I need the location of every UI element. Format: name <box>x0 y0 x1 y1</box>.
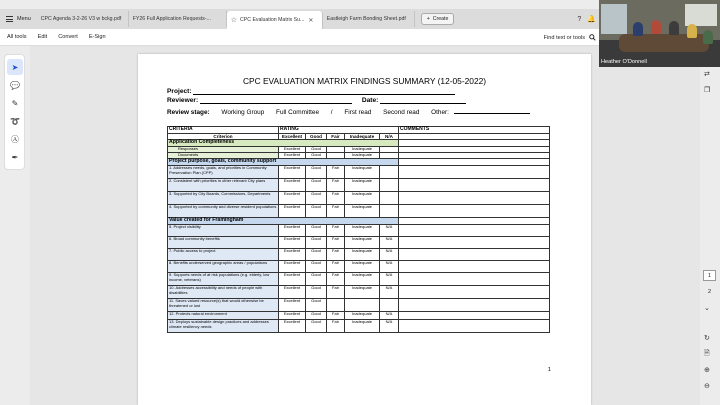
comments-cell <box>399 311 550 319</box>
criterion-row <box>168 165 550 178</box>
criterion-text: 11. Saves valued resource(s) that would otherwise be threatened or lost <box>168 298 279 311</box>
rating-option[interactable]: N/A <box>380 272 399 285</box>
rating-option[interactable]: Fair <box>327 248 345 260</box>
document-canvas <box>30 46 700 405</box>
rating-option[interactable]: Fair <box>327 165 345 178</box>
criterion-text: Documents <box>168 153 279 159</box>
rating-option[interactable]: Excellent <box>279 311 306 319</box>
date-line <box>380 97 466 104</box>
participant-figure <box>687 24 697 38</box>
criterion-text: 13. Deploys sustainable design practices and addresses climate resiliency needs <box>168 319 279 332</box>
rating-option[interactable]: Excellent <box>279 248 306 260</box>
edit-menu[interactable]: Edit <box>37 34 48 40</box>
rating-option[interactable]: N/A <box>380 260 399 272</box>
left-tool-rail <box>0 46 30 405</box>
all-tools-menu[interactable]: All tools <box>7 34 27 40</box>
rating-option[interactable]: Good <box>306 153 327 159</box>
pen-icon[interactable]: ✎ <box>11 98 19 108</box>
comments-cell <box>399 191 550 204</box>
criterion-text: 2. Consistent with priorities in other relevant City plans <box>168 178 279 191</box>
table-header-row <box>168 127 550 134</box>
reviewer-label: Reviewer: <box>167 97 199 104</box>
stage-other: Other: <box>431 109 449 116</box>
stage-full-committee: Full Committee <box>276 109 320 116</box>
rating-option[interactable]: N/A <box>380 236 399 248</box>
rating-option[interactable]: Good <box>306 248 327 260</box>
date-label: Date: <box>361 97 379 104</box>
page-thumb-current[interactable]: 1 <box>703 270 716 281</box>
review-stage-row <box>167 108 530 116</box>
rating-option[interactable]: Inadequate <box>345 153 380 159</box>
zoom-in-icon[interactable]: ⊕ <box>704 367 710 374</box>
criterion-text: 12. Protects natural environment <box>168 311 279 319</box>
rating-option[interactable]: Inadequate <box>345 224 380 236</box>
rating-option[interactable]: Inadequate <box>345 165 380 178</box>
criterion-row <box>168 224 550 236</box>
comments-header: COMMENTS <box>399 127 550 134</box>
section-title: Value created for Framingham <box>168 217 399 224</box>
stage-second-read: Second read <box>383 109 420 116</box>
comments-cell <box>399 159 550 166</box>
pages-panel-icon[interactable]: ❐ <box>704 87 711 94</box>
criterion-row <box>168 298 550 311</box>
evaluation-matrix-table <box>167 126 550 333</box>
stage-first-read: First read <box>344 109 372 116</box>
rating-option[interactable]: Good <box>306 298 327 311</box>
criterion-row <box>168 285 550 298</box>
project-line <box>193 88 455 95</box>
stage-separator: / <box>330 109 333 116</box>
criterion-row <box>168 204 550 217</box>
help-icon[interactable]: ? <box>577 15 582 23</box>
tab-label: FY26 Full Application Requests-... <box>132 16 211 22</box>
stage-working-group: Working Group <box>221 109 265 116</box>
rating-option[interactable]: Excellent <box>279 224 306 236</box>
criterion-text: 6. Broad community benefits <box>168 236 279 248</box>
create-label: Create <box>432 16 449 22</box>
comments-cell <box>399 248 550 260</box>
reviewer-field <box>167 97 466 104</box>
rating-option[interactable]: Inadequate <box>345 147 380 153</box>
rating-option[interactable] <box>380 298 399 311</box>
participant-figure <box>651 20 661 34</box>
menu-button[interactable] <box>0 9 37 29</box>
zoom-out-icon[interactable]: ⊖ <box>704 383 710 390</box>
rating-option[interactable]: Fair <box>327 178 345 191</box>
rating-option[interactable]: Fair <box>327 272 345 285</box>
rating-option[interactable]: Fair <box>327 260 345 272</box>
comments-cell <box>399 272 550 285</box>
rating-option[interactable]: Fair <box>327 204 345 217</box>
criterion-row <box>168 178 550 191</box>
tab-cpc-evaluation-matrix[interactable] <box>227 11 323 29</box>
rating-option[interactable]: Good <box>306 147 327 153</box>
rating-option[interactable]: Fair <box>327 191 345 204</box>
criterion-text: 1. Addresses needs, goals, and priorities in Community Preservation Plan (CPP) <box>168 165 279 178</box>
star-icon[interactable]: ☆ <box>230 17 238 24</box>
rating-option[interactable]: Excellent <box>279 260 306 272</box>
rating-option[interactable]: Fair <box>327 319 345 332</box>
section-title: Application Completeness <box>168 140 399 147</box>
reviewer-line <box>200 97 352 104</box>
rating-option[interactable] <box>327 298 345 311</box>
rating-option[interactable] <box>345 298 380 311</box>
fair-subheader: Fair <box>327 133 345 139</box>
document-title <box>138 76 591 86</box>
tab-label: CPC Evaluation Matrix Su... <box>240 17 305 23</box>
chevron-down-icon[interactable]: ⌄ <box>704 305 710 312</box>
criterion-row <box>168 319 550 332</box>
rating-option[interactable]: Excellent <box>279 178 306 191</box>
rating-option[interactable]: Inadequate <box>345 285 380 298</box>
criterion-text: 5. Project visibility <box>168 224 279 236</box>
tab-label: Eastleigh Farm Bonding Sheet.pdf <box>326 16 406 22</box>
rating-option[interactable] <box>380 191 399 204</box>
na-subheader: N/A <box>380 133 399 139</box>
tabbar-actions <box>577 9 596 29</box>
rating-option[interactable]: Good <box>306 311 327 319</box>
rating-option[interactable]: Inadequate <box>345 319 380 332</box>
good-subheader: Good <box>306 133 327 139</box>
inadequate-subheader: Inadequate <box>345 133 380 139</box>
rating-option[interactable]: Good <box>306 191 327 204</box>
right-rail <box>700 46 720 405</box>
rating-option[interactable]: Inadequate <box>345 236 380 248</box>
rating-option[interactable]: Inadequate <box>345 260 380 272</box>
rating-option[interactable]: Inadequate <box>345 248 380 260</box>
search-icon <box>589 34 596 41</box>
rating-option[interactable]: Excellent <box>279 319 306 332</box>
comments-cell <box>399 217 550 224</box>
rating-option[interactable] <box>380 204 399 217</box>
rating-option[interactable]: N/A <box>380 319 399 332</box>
rating-option[interactable]: Excellent <box>279 191 306 204</box>
rating-option[interactable]: N/A <box>380 285 399 298</box>
rating-option[interactable]: N/A <box>380 248 399 260</box>
rating-option[interactable]: Excellent <box>279 204 306 217</box>
rating-option[interactable]: Good <box>306 236 327 248</box>
comments-cell <box>399 285 550 298</box>
project-field <box>167 88 455 95</box>
rating-option[interactable]: Excellent <box>279 147 306 153</box>
criterion-row <box>168 272 550 285</box>
rating-option[interactable]: Good <box>306 272 327 285</box>
rating-option[interactable]: Inadequate <box>345 311 380 319</box>
review-stage-label: Review stage: <box>167 109 210 116</box>
criterion-row <box>168 191 550 204</box>
create-button[interactable] <box>421 13 455 25</box>
section-title: Project purpose, goals, community support <box>168 159 399 166</box>
rating-option[interactable]: Excellent <box>279 285 306 298</box>
main-toolbar <box>0 29 600 46</box>
rating-option[interactable]: N/A <box>380 224 399 236</box>
rating-header: RATING <box>279 127 399 134</box>
rating-option[interactable]: Good <box>306 165 327 178</box>
rating-option[interactable]: Excellent <box>279 298 306 311</box>
comments-cell <box>399 224 550 236</box>
participant-figure <box>703 30 713 44</box>
rating-option[interactable]: Fair <box>327 285 345 298</box>
rating-option[interactable]: Fair <box>327 236 345 248</box>
comments-cell <box>399 140 550 147</box>
criterion-text: 9. Supports needs of at risk populations (e.g. elderly, low income, veterans) <box>168 272 279 285</box>
comments-cell <box>399 298 550 311</box>
excellent-subheader: Excellent <box>279 133 306 139</box>
participant-figure <box>633 22 643 36</box>
quick-tools-panel <box>4 54 25 170</box>
find-text-or-tools[interactable] <box>544 29 596 46</box>
comments-cell <box>399 260 550 272</box>
rating-option[interactable]: Good <box>306 178 327 191</box>
close-tab-icon[interactable]: ✕ <box>308 17 314 24</box>
add-comment-icon[interactable]: 💬 <box>10 80 20 90</box>
esign-menu[interactable]: E-Sign <box>88 34 106 40</box>
criterion-text: 10. Addresses accessibility and needs of people with disabilities <box>168 285 279 298</box>
criterion-row <box>168 236 550 248</box>
rating-option[interactable]: Inadequate <box>345 191 380 204</box>
criterion-row <box>168 260 550 272</box>
rating-option[interactable]: Good <box>306 204 327 217</box>
rating-option[interactable]: Excellent <box>279 272 306 285</box>
tab-label: CPC Agenda 3-2-26 V3 w bckg.pdf <box>40 16 122 22</box>
other-line <box>454 108 530 114</box>
page-number: 1 <box>547 367 551 373</box>
comments-cell <box>399 236 550 248</box>
convert-menu[interactable]: Convert <box>58 34 78 40</box>
rating-option[interactable] <box>380 165 399 178</box>
rating-option[interactable]: N/A <box>380 311 399 319</box>
find-label: Find text or tools <box>543 34 585 41</box>
criterion-text: 3. Supported by City Boards, Commissions, Departments <box>168 191 279 204</box>
rating-option[interactable]: Inadequate <box>345 178 380 191</box>
criterion-row <box>168 248 550 260</box>
criteria-header: CRITERIA <box>168 127 279 134</box>
rating-option[interactable]: Excellent <box>279 153 306 159</box>
criterion-subheader: Criterion <box>168 133 279 139</box>
plus-icon: + <box>426 16 430 22</box>
select-cursor-icon[interactable]: ➤ <box>7 59 23 75</box>
participant-figure <box>669 21 679 35</box>
criterion-text: 4. Supported by community and diverse resident populations <box>168 204 279 217</box>
comments-cell <box>399 165 550 178</box>
refresh-icon[interactable]: ↻ <box>704 335 710 342</box>
rating-option[interactable]: Good <box>306 224 327 236</box>
rating-option[interactable]: Inadequate <box>345 272 380 285</box>
comments-cell <box>399 178 550 191</box>
comments-cell <box>399 319 550 332</box>
criterion-text: 8. Benefits underserved geographic areas / populations <box>168 260 279 272</box>
pdf-page <box>138 54 591 405</box>
video-room-screen <box>685 4 717 26</box>
rating-option[interactable]: Good <box>306 260 327 272</box>
video-call-overlay[interactable] <box>599 0 720 67</box>
rating-option[interactable]: Excellent <box>279 165 306 178</box>
rating-option[interactable]: Excellent <box>279 236 306 248</box>
title-date: (12-05-2022) <box>437 76 487 86</box>
rating-option[interactable]: Fair <box>327 311 345 319</box>
comments-panel-icon[interactable]: ⇄ <box>704 71 710 78</box>
text-box-icon[interactable]: Ⓐ <box>11 134 19 144</box>
notifications-icon[interactable]: 🔔 <box>587 16 596 23</box>
page-thumb-next[interactable]: 2 <box>707 289 712 295</box>
rating-option[interactable]: Good <box>306 319 327 332</box>
comments-cell <box>399 204 550 217</box>
page-info-icon[interactable]: 🗎 <box>704 350 710 357</box>
tab-cpc-agenda[interactable] <box>37 11 129 27</box>
lasso-icon[interactable]: ➰ <box>10 116 20 126</box>
rating-option[interactable] <box>380 178 399 191</box>
menu-label: Menu <box>17 16 31 22</box>
tab-fy26-requests[interactable] <box>129 11 227 27</box>
rating-option[interactable]: Fair <box>327 224 345 236</box>
hamburger-icon <box>6 16 13 22</box>
rating-option[interactable]: Inadequate <box>345 204 380 217</box>
title-text: CPC EVALUATION MATRIX FINDINGS SUMMARY <box>242 76 436 86</box>
criterion-text: Responses <box>168 147 279 153</box>
project-label: Project: <box>167 88 192 95</box>
rating-option[interactable]: Good <box>306 285 327 298</box>
criterion-text: 7. Public access to project <box>168 248 279 260</box>
tab-eastleigh-farm[interactable] <box>323 11 415 27</box>
participant-name: Heather O'Donnell <box>601 59 647 65</box>
video-window-light <box>601 4 627 34</box>
stamp-icon[interactable]: ✒ <box>11 152 19 162</box>
